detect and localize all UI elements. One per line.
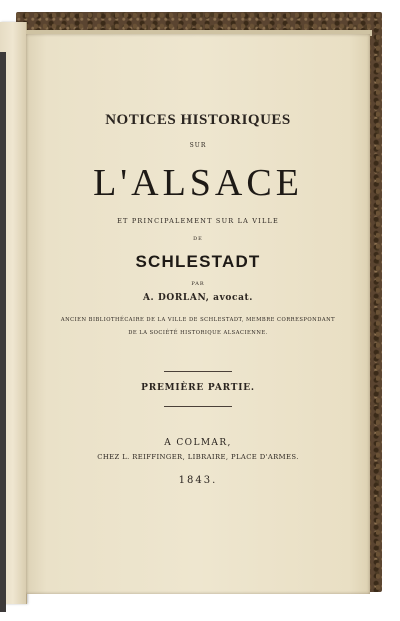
- title-line-schlestadt: SCHLESTADT: [135, 252, 261, 271]
- spine-strip: [0, 52, 6, 612]
- title-line-de: DE: [193, 236, 203, 242]
- title-main-alsace: L'ALSACE: [93, 162, 303, 204]
- part-label: PREMIÈRE PARTIE.: [141, 383, 255, 393]
- title-line-par: PAR: [191, 281, 205, 287]
- author-note-line-2: DE LA SOCIÉTÉ HISTORIQUE ALSACIENNE.: [128, 330, 268, 336]
- title-page: [26, 34, 370, 594]
- divider-rule-top: [164, 371, 232, 372]
- title-line-principalement: ET PRINCIPALEMENT SUR LA VILLE: [117, 217, 279, 225]
- author-name: A. DORLAN, avocat.: [142, 293, 254, 303]
- imprint-year: 1843.: [178, 475, 218, 486]
- divider-rule-bottom: [164, 406, 232, 407]
- imprint-publisher: CHEZ L. REIFFINGER, LIBRAIRE, PLACE D'ARMES.: [97, 453, 299, 461]
- imprint-place: A COLMAR,: [164, 438, 232, 448]
- author-note-line-1: ANCIEN BIBLIOTHÉCAIRE DE LA VILLE DE SCHLESTADT, MEMBRE CORRESPONDANT: [60, 317, 336, 323]
- front-cover-edge: [0, 22, 27, 604]
- title-line-notices: NOTICES HISTORIQUES: [105, 112, 291, 128]
- title-line-sur: SUR: [189, 142, 207, 149]
